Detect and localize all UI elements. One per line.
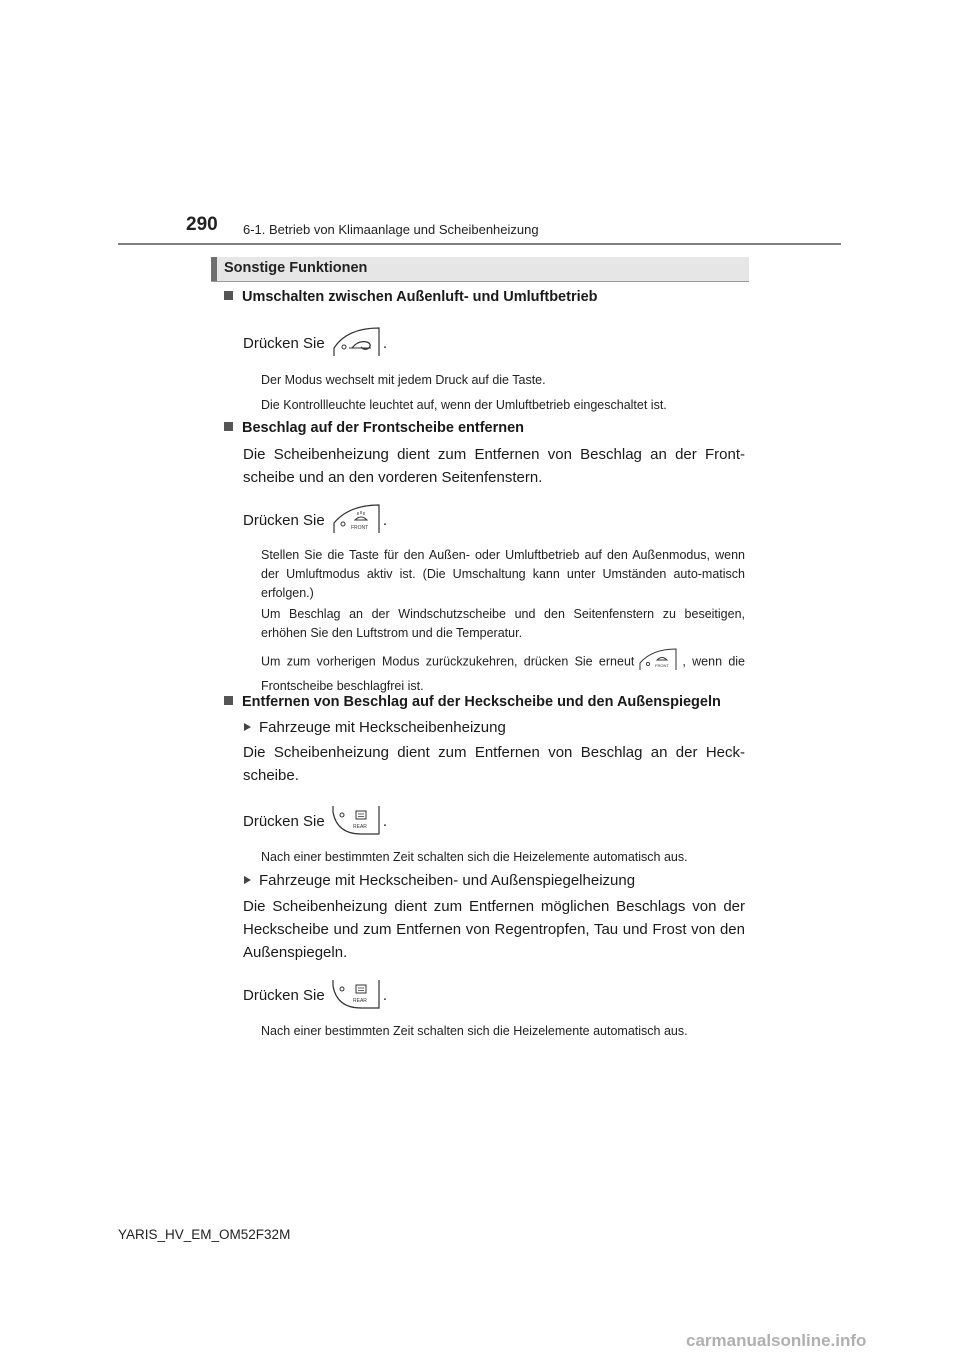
rear-defroster-button-icon [331, 978, 381, 1014]
watermark: carmanualsonline.info [686, 1331, 867, 1350]
body-front-defroster: Die Scheibenheizung dient zum Entfernen von Beschlag an der Front-scheibe und an den vorderen Seitenfenstern. [243, 446, 745, 486]
press-instruction-rear-1: Drücken Sie REAR . [243, 804, 387, 840]
front-defroster-button-icon [331, 503, 381, 539]
triangle-bullet-icon [244, 723, 251, 731]
heading-recirculation: Umschalten zwischen Außenluft- und Umluftbetrieb [224, 289, 598, 305]
svg-text:FRONT: FRONT [350, 525, 369, 531]
recirculation-button-icon [331, 326, 381, 362]
note-front-1: Stellen Sie die Taste für den Außen- oder Umluftbetrieb auf den Außenmodus, wenn der Umluftmodus aktiv ist. (Die Umschaltung kann unter Umständen auto-matisch erfolgen.) [261, 548, 745, 600]
chapter-title: 6-1. Betrieb von Klimaanlage und Scheibenheizung [243, 222, 539, 237]
press-instruction-recirculation: Drücken Sie . [243, 326, 387, 362]
svg-text:FRONT: FRONT [655, 663, 670, 668]
front-defroster-button-icon [638, 647, 678, 677]
page-number: 290 [186, 214, 218, 235]
section-title-box [211, 257, 749, 282]
section-title-bar [211, 257, 217, 281]
note-rear-2: Nach einer bestimmten Zeit schalten sich die Heizelemente automatisch aus. [261, 1024, 688, 1038]
note-rear-1: Nach einer bestimmten Zeit schalten sich die Heizelemente automatisch aus. [261, 850, 688, 864]
press-instruction-front: Drücken Sie FRONT . [243, 503, 387, 539]
square-bullet-icon [224, 291, 233, 300]
rear-defroster-button-icon [331, 804, 381, 840]
variant-rear-and-mirror-heater: Fahrzeuge mit Heckscheiben- und Außenspiegelheizung [244, 872, 635, 889]
press-instruction-rear-2: Drücken Sie REAR . [243, 978, 387, 1014]
svg-text:REAR: REAR [352, 998, 367, 1004]
section-title: Sonstige Funktionen [224, 260, 368, 276]
header-divider [118, 243, 841, 245]
variant-rear-heater: Fahrzeuge mit Heckscheibenheizung [244, 719, 506, 736]
square-bullet-icon [224, 422, 233, 431]
note-front-3: Um zum vorherigen Modus zurückzukehren, drücken Sie erneut FRONT , wenn die Frontscheibe beschlagfrei ist. [261, 647, 745, 696]
note-recirculation-1: Der Modus wechselt mit jedem Druck auf die Taste. [261, 373, 546, 387]
svg-text:REAR: REAR [352, 824, 367, 830]
triangle-bullet-icon [244, 876, 251, 884]
document-code: YARIS_HV_EM_OM52F32M [118, 1227, 291, 1242]
square-bullet-icon [224, 696, 233, 705]
heading-front-defroster: Beschlag auf der Frontscheibe entfernen [224, 420, 524, 436]
note-front-2: Um Beschlag an der Windschutzscheibe und den Seitenfenstern zu beseitigen, erhöhen Sie den Luftstrom und die Temperatur. [261, 607, 745, 640]
body-rear-heater: Die Scheibenheizung dient zum Entfernen von Beschlag an der Heck-scheibe. [243, 744, 745, 784]
body-rear-and-mirror-heater: Die Scheibenheizung dient zum Entfernen möglichen Beschlags von der Heckscheibe und zum Entfernen von Regentropfen, Tau und Frost von den Außenspiegeln. [243, 898, 745, 961]
heading-rear-defroster: Entfernen von Beschlag auf der Heckscheibe und den Außenspiegeln [224, 694, 721, 710]
note-recirculation-2: Die Kontrollleuchte leuchtet auf, wenn der Umluftbetrieb eingeschaltet ist. [261, 398, 667, 412]
